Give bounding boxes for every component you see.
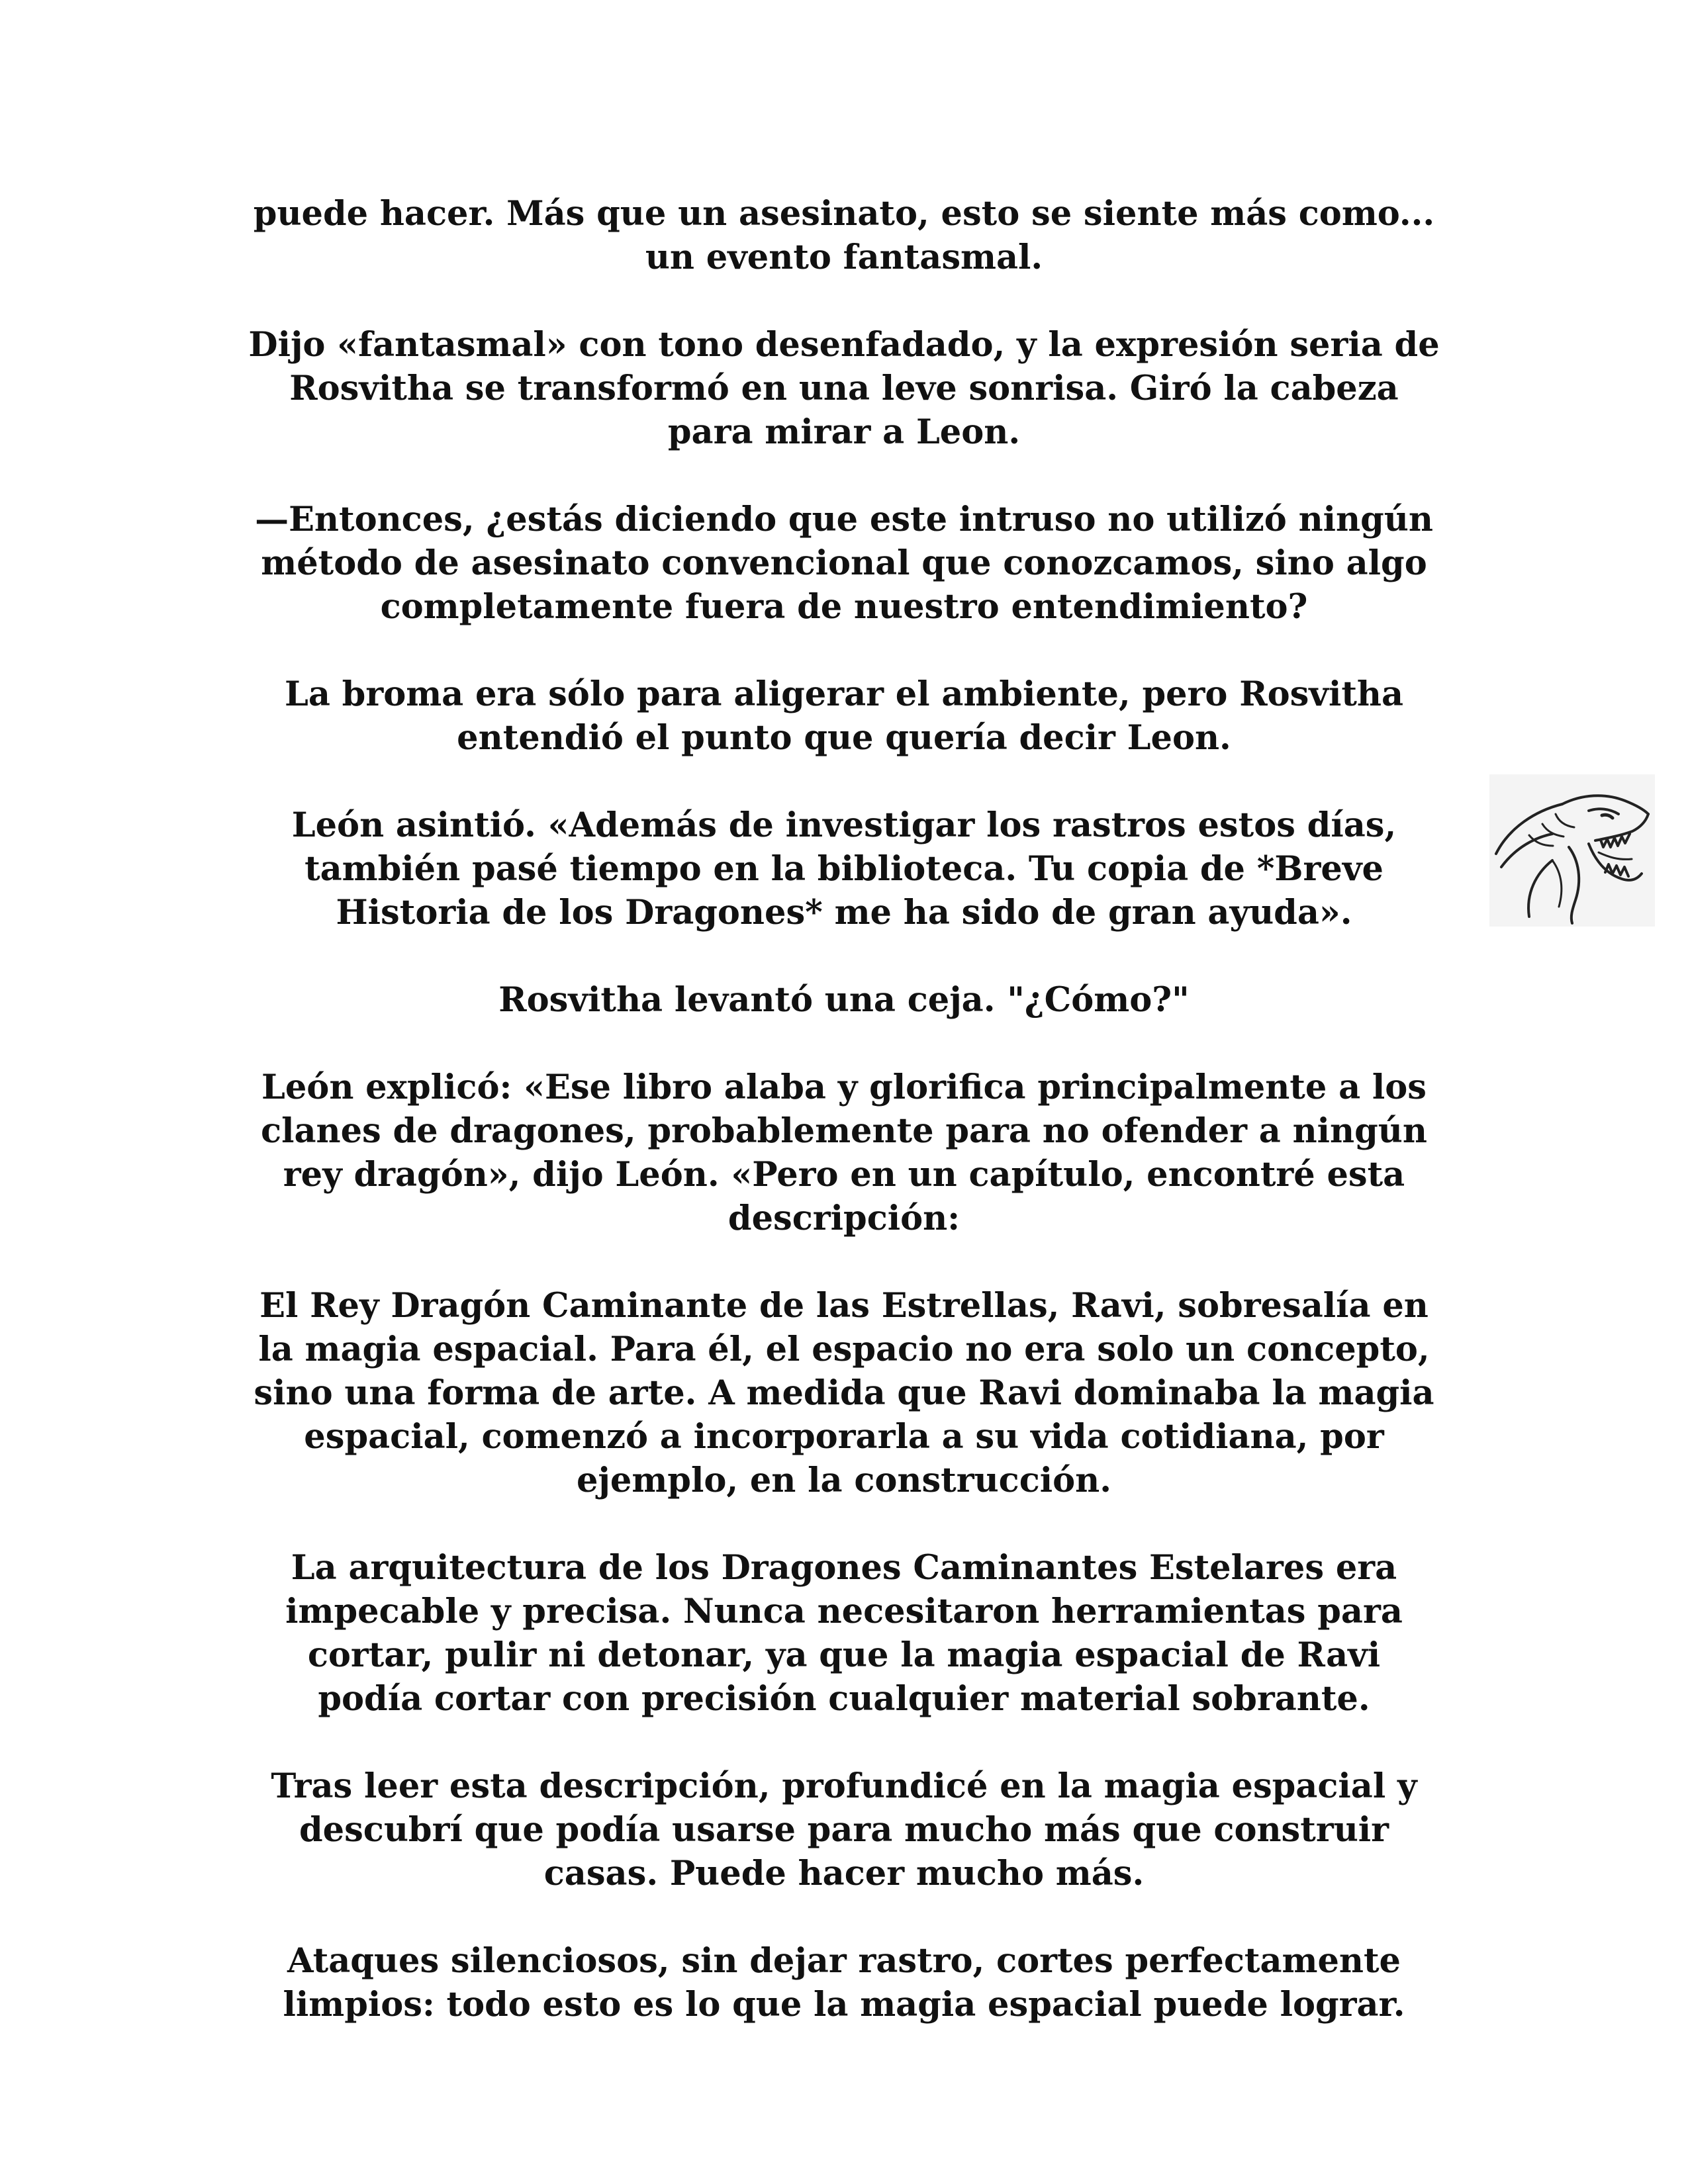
text-line: también pasé tiempo en la biblioteca. Tu copia de *Breve — [305, 849, 1383, 889]
text-line: un evento fantasmal. — [645, 238, 1043, 277]
text-line: Ataques silenciosos, sin dejar rastro, cortes perfectamente — [287, 1941, 1401, 1981]
text-line: ejemplo, en la construcción. — [576, 1461, 1112, 1500]
text-line: casas. Puede hacer mucho más. — [543, 1854, 1145, 1893]
text-line: método de asesinato convencional que conozcamos, sino algo — [261, 543, 1427, 583]
paragraph-5 — [225, 803, 1463, 934]
text-line: impecable y precisa. Nunca necesitaron herramientas para — [285, 1592, 1403, 1631]
text-line: completamente fuera de nuestro entendimiento? — [380, 587, 1308, 627]
text-line: sino una forma de arte. A medida que Ravi dominaba la magia — [254, 1373, 1434, 1413]
paragraph-2 — [225, 323, 1463, 454]
text-line: —Entonces, ¿estás diciendo que este intruso no utilizó ningún — [255, 500, 1433, 539]
paragraph-10 — [225, 1764, 1463, 1895]
text-line: La arquitectura de los Dragones Caminantes Estelares era — [291, 1548, 1397, 1588]
text-line: clanes de dragones, probablemente para no ofender a ningún — [261, 1111, 1427, 1151]
paragraph-3 — [225, 498, 1463, 629]
text-line: Rosvitha levantó una ceja. "¿Cómo?" — [498, 980, 1190, 1020]
text-line: León asintió. «Además de investigar los rastros estos días, — [291, 805, 1397, 845]
paragraph-11 — [225, 1939, 1463, 2026]
dragon-head-sketch-icon — [1489, 774, 1655, 927]
text-line: cortar, pulir ni detonar, ya que la magia espacial de Ravi — [307, 1635, 1381, 1675]
text-line: Historia de los Dragones* me ha sido de gran ayuda». — [336, 893, 1352, 933]
paragraph-8 — [225, 1284, 1463, 1502]
text-line: Dijo «fantasmal» con tono desenfadado, y la expresión seria de — [248, 325, 1440, 365]
text-line: Tras leer esta descripción, profundicé en la magia espacial y — [271, 1766, 1417, 1806]
paragraph-4 — [225, 672, 1463, 760]
text-line: para mirar a Leon. — [667, 412, 1021, 452]
text-line: limpios: todo esto es lo que la magia espacial puede lograr. — [283, 1985, 1405, 2025]
text-line: espacial, comenzó a incorporarla a su vida cotidiana, por — [304, 1417, 1384, 1457]
text-line: puede hacer. Más que un asesinato, esto se siente más como... — [253, 194, 1435, 234]
text-line: La broma era sólo para aligerar el ambiente, pero Rosvitha — [285, 674, 1403, 714]
paragraph-9 — [225, 1546, 1463, 1721]
text-line: la magia espacial. Para él, el espacio no era solo un concepto, — [258, 1330, 1430, 1369]
paragraph-6 — [225, 978, 1463, 1022]
text-line: El Rey Dragón Caminante de las Estrellas, Ravi, sobresalía en — [259, 1286, 1429, 1326]
text-line: descripción: — [727, 1199, 961, 1238]
text-line: León explicó: «Ese libro alaba y glorifica principalmente a los — [261, 1068, 1427, 1107]
paragraph-1 — [225, 192, 1463, 279]
paragraph-7 — [225, 1066, 1463, 1240]
document-body — [225, 192, 1463, 2070]
text-line: rey dragón», dijo León. «Pero en un capítulo, encontré esta — [283, 1155, 1405, 1195]
text-line: Rosvitha se transformó en una leve sonrisa. Giró la cabeza — [289, 369, 1399, 408]
text-line: descubrí que podía usarse para mucho más que construir — [299, 1810, 1389, 1850]
text-line: entendió el punto que quería decir Leon. — [457, 718, 1231, 758]
text-line: podía cortar con precisión cualquier material sobrante. — [318, 1679, 1370, 1719]
